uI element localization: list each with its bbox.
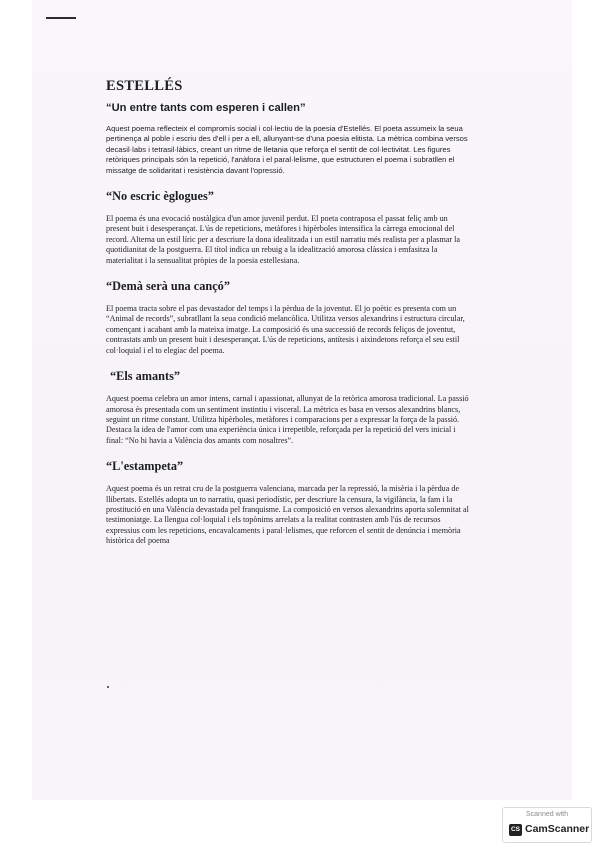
section-body: El poema tracta sobre el pas devastador del temps i la pèrdua de la joventut. El jo poètic es presenta com un “Animal de records”, subratllant la seua condició melancòlica. Utilitza versos alexandrins i estructura circular, començant i acabant amb la mateixa imatge. La composició és una successió de records feliços de joventut, contrastats amb un present buit i desesperançat. L'ús de repeticions, antítesis i aixindetons reforça el seu estil col·loquial i el to elegíac del poema. [106, 304, 465, 355]
camscanner-logo-icon: CS [509, 824, 522, 836]
camscanner-watermark [502, 807, 592, 843]
section-body: Aquest poema celebra un amor intens, carnal i apassionat, allunyat de la retòrica amorosa tradicional. La passió amorosa és presentada com un sentiment instintiu i visceral. La mètrica es basa en versos alexandrins blancs, seguint un ritme constant. Utilitza hipèrboles, metàfores i comparacions per a expressar la força de la passió. Destaca la idea de l'amor com una experiència única i irrepetible, reforçada per la repetició del vers inicial i final: “No hi havia a València dos amants com nosaltres”. [106, 394, 469, 445]
section-body: El poema és una evocació nostàlgica d'un amor juvenil perdut. El poeta contraposa el passat feliç amb un present buit i desesperançat. L'ús de repeticions, metàfores i hipèrboles intensifica la càrrega emocional del record. Alterna un estil líric per a descriure la dona idealitzada i un estil narratiu més realista per a plasmar la quotidianitat de la postguerra. El títol indica un rebuig a la idealització amorosa clàssica i emfasitza la materialitat i la sensualitat pròpies de la poesia estellesiana. [106, 214, 460, 265]
section-body: Aquest poema reflecteix el compromís social i col·lectiu de la poesia d'Estellés. El poeta assumeix la seua pertinença al poble i escriu des d'ell i per a ell, allunyant-se d'una poesia elitista. La mètrica combina versos decasil·labs i tetrasil·làbics, creant un ritme de lletania que reforça el sentit de col·lectivitat. Les figures retòriques principals són la repetició, l'anàfora i el paral·lelisme, que estructuren el poema i subratllen el missatge de solidaritat i resistència davant l'opressió. [106, 124, 468, 175]
section-heading: “Els amants” [110, 369, 181, 384]
section-lestampeta [106, 459, 471, 546]
section-dema-sera-una-canco [106, 279, 471, 356]
section-heading: “Un entre tants com esperen i callen” [106, 102, 306, 114]
document-title: ESTELLÉS [106, 78, 183, 94]
section-heading: “Demà serà una cançó” [106, 279, 230, 294]
section-body: Aquest poema és un retrat cru de la postguerra valenciana, marcada per la repressió, la misèria i la pèrdua de llibertats. Estellés adopta un to narratiu, quasi periodístic, per descriure la censura, la vigilància, la fam i la prostitució en una València devastada pel franquisme. La composició en versos alexandrins aporta solemnitat al testimoniatge. La llengua col·loquial i els topònims arrelats a la realitat contrasten amb l'ús de recursos expressius com les repeticions, encavalcaments i paral·lelismes, que reforcen el sentit de denúncia i memòria històrica del poema [106, 484, 469, 546]
scan-caption: Scanned with [525, 811, 569, 818]
section-un-entre-tants [106, 102, 471, 176]
section-els-amants [106, 369, 471, 446]
section-heading: “L'estampeta” [106, 459, 184, 474]
section-no-escric-eglogues [106, 189, 471, 266]
stray-ink-dot [107, 686, 109, 688]
section-heading: “No escric èglogues” [106, 189, 214, 204]
margin-mark [46, 17, 76, 19]
camscanner-name: CamScanner [525, 823, 590, 835]
document-content [106, 78, 471, 560]
